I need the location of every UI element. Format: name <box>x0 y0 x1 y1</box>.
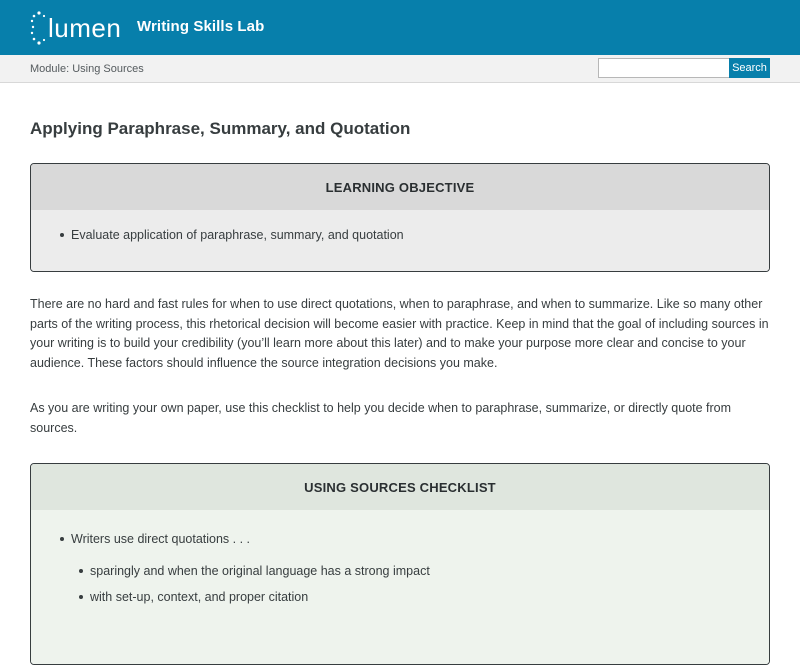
top-bar <box>0 0 800 55</box>
search-input[interactable] <box>598 58 732 78</box>
list-item: sparingly and when the original language has a strong impact <box>31 562 430 580</box>
using-sources-checklist-box <box>30 463 770 665</box>
objective-body <box>31 210 769 271</box>
lumen-logo[interactable] <box>30 10 122 46</box>
checklist-body <box>31 510 769 665</box>
learning-objective-box <box>30 163 770 272</box>
checklist-heading: USING SOURCES CHECKLIST <box>31 464 769 510</box>
list-item: with set-up, context, and proper citation <box>31 588 308 606</box>
logo-text: lumen <box>48 13 122 43</box>
site-title[interactable]: Writing Skills Lab <box>137 18 265 35</box>
objective-list <box>31 210 769 242</box>
search-button[interactable]: Search <box>729 58 770 78</box>
paragraph: As you are writing your own paper, use this checklist to help you decide when to paraphrase, summarize, or directly quote from sources. <box>30 401 732 435</box>
list-item: Evaluate application of paraphrase, summary, and quotation <box>31 226 769 244</box>
list-item: Writers use direct quotations . . . <box>31 530 250 548</box>
logo-dots-icon <box>30 10 48 46</box>
paragraph: There are no hard and fast rules for when to use direct quotations, when to paraphrase, and when to summarize. Like so many other parts of the writing process, this rhetorical decision will become easier with practice. Keep in mind that the goal of including sources in your writing is to build your credibility (you’ll learn more about this later) and to make your purpose more clear and concise to your audience. These factors should influence the source integration decisions you make. <box>30 297 769 370</box>
page-title: Applying Paraphrase, Summary, and Quotation <box>30 119 411 138</box>
module-breadcrumb[interactable]: Module: Using Sources <box>30 63 144 75</box>
main-content <box>30 115 770 604</box>
objective-heading: LEARNING OBJECTIVE <box>31 164 769 210</box>
